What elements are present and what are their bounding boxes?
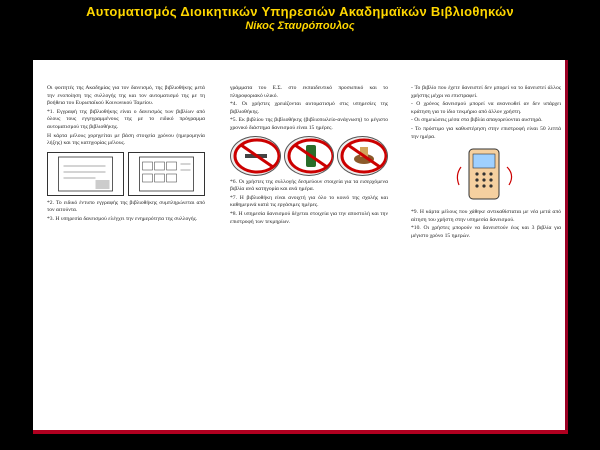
paragraph: *9. Η κάρτα μέλους που χάθηκε αντικαθίσταται με νέα μετά από αίτηση του χρήστη στην υπηρεσία δανεισμού. <box>411 209 561 223</box>
text-column-1 <box>47 85 205 425</box>
text-column-2 <box>230 85 388 425</box>
paragraph: *3. Η υπηρεσία δανεισμού ελέγχει την ενημερότητα της συλλογής. <box>47 215 198 222</box>
document-page <box>33 60 568 434</box>
no-food-drink-icon <box>337 136 388 176</box>
paragraph: - Οι σημειώσεις μέσα στα βιβλία απαγορεύονται αυστηρά. <box>411 117 543 124</box>
paragraph: - Ο χρόνος δανεισμού μπορεί να ανανεωθεί αν δεν υπάρχει κράτηση για το ίδιο τεκμήριο από άλλον χρήστη. <box>411 101 561 115</box>
paragraph: *6. Οι χρήστες της συλλογής δεσμεύουν στοιχεία για τα εισερχόμενα βιβλία ανά κατηγορία και ανά ημέρα. <box>230 178 388 193</box>
no-smoking-icon <box>230 136 281 176</box>
paragraph: *1. Εγγραφή της βιβλιοθήκης είναι ο δανεισμός των βιβλίων από όλους τους εγγεγραμμένους της με το ειδικό πρόγραμμα αυτοματισμού της βιβλιοθήκης. <box>47 108 205 130</box>
paragraph: γράμματα του Ε.Σ. στο εκπαιδευτικό προσωπικό και το πληροφοριακό υλικό. <box>230 85 388 99</box>
paragraph: *7. Η βιβλιοθήκη είναι ανοιχτή για όλο το κοινό της σχολής και καθημερινά κατά τις εργάσιμες ημέρες. <box>230 194 388 209</box>
text-column-3 <box>411 85 561 425</box>
registration-form-figure <box>128 152 205 196</box>
prohibition-signs <box>230 136 388 176</box>
page-bottom-border <box>33 430 568 434</box>
slide-author: Νίκος Σταυρόπουλος <box>245 20 355 32</box>
page-edge-decoration <box>565 60 568 434</box>
slide-title: Αυτοματισμός Διοικητικών Υπηρεσιών Ακαδημαϊκών Βιβλιοθηκών <box>86 4 514 19</box>
paragraph: Η κάρτα μέλους χορηγείται με βάση στοιχεία χρόνου (ημερομηνία λήξης) και της κατηγορίας μέλους. <box>47 132 205 147</box>
paragraph: *8. Η υπηρεσία δανεισμού δέχεται στοιχεία για την αποστολή και την επιστροφή των τεκμηρίων. <box>230 210 388 225</box>
no-mobile-phone-icon <box>284 136 335 176</box>
paragraph: *4. Οι χρήστες χρειάζονται αυτοματισμό στις υπηρεσίες της βιβλιοθήκης. <box>230 101 388 115</box>
paragraph: Οι φοιτητές της Ακαδημίας για τον δανεισμό, της βιβλιοθήκης μετά την ενοποίηση της συλλογής της και τον αυτοματισμό της με τη βοήθεια του Ευρωπαϊκού Κοινωνικού Ταμείου. <box>47 85 205 107</box>
paragraph: - Το βιβλίο που έχετε δανειστεί δεν μπορεί να το δανειστεί άλλος χρήστης μέχρι να επιστραφεί. <box>411 85 561 99</box>
membership-card-figure <box>47 152 124 196</box>
paragraph: - Το πρόστιμο για καθυστέρηση στην επιστροφή είναι 50 λεπτά την ημέρα. <box>411 125 561 140</box>
paragraph: *5. Εκ βιβλίου της βιβλιοθήκης (βιβλιοπωλείο-ανάγνωση) το μέγιστο χρονικό διάστημα δανεισμού είναι 15 ημέρες. <box>230 117 388 131</box>
form-illustrations <box>47 152 205 196</box>
phone-figure <box>411 145 561 205</box>
paragraph: *2. Το ειδικό έντυπο εγγραφής της βιβλιοθήκης συμπληρώνεται από τον αιτούντα. <box>47 199 205 214</box>
paragraph: *10. Οι χρήστες μπορούν να δανειστούν έως και 3 βιβλία για μέγιστο χρόνο 15 ημερών. <box>411 225 561 239</box>
